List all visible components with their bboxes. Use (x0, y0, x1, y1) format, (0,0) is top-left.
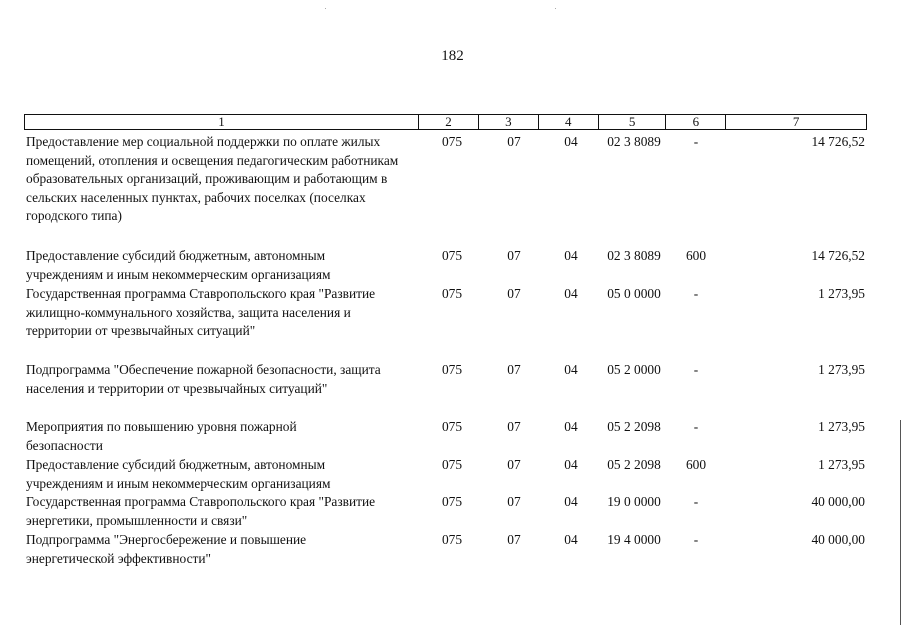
row-rz: 07 (507, 248, 521, 263)
row-gr: 075 (441, 457, 463, 472)
row-gr: 075 (441, 532, 463, 547)
row-name: Мероприятия по повышению уровня пожарной безопасности (26, 419, 297, 453)
row-name: Подпрограмма "Энергосбережение и повышение энергетической эффективности" (26, 532, 307, 566)
header-col-1: 1 (25, 115, 419, 129)
row-name: Предоставление мер социальной поддержки по оплате жилых помещений, отопления и освещения педагогическим работникам образовательных организаций, проживающим и работающим в сельских населенных пунктах, рабочих поселках (поселках городского типа) (26, 134, 399, 223)
row-cs: 05 2 0000 (607, 362, 661, 377)
row-gr: 075 (441, 248, 463, 263)
row-pr: 04 (564, 532, 578, 547)
row-sum: 14 726,52 (811, 248, 865, 263)
row-vr: - (693, 494, 699, 509)
row-sum: 1 273,95 (818, 286, 865, 301)
row-cs: 19 0 0000 (607, 494, 661, 509)
row-vr: - (693, 532, 699, 547)
row-pr: 04 (564, 457, 578, 472)
row-rz: 07 (507, 494, 521, 509)
row-cs: 19 4 0000 (607, 532, 661, 547)
row-name: Государственная программа Ставропольского края "Развитие жилищно-коммунального хозяйства, защита населения и территории от чрезвычайных ситуаций" (26, 286, 376, 338)
header-col-3: 3 (479, 115, 539, 129)
row-vr: - (693, 362, 699, 377)
row-name: Подпрограмма "Обеспечение пожарной безопасности, защита населения и территории от чрезвычайных ситуаций" (26, 362, 381, 396)
row-vr: - (693, 419, 699, 434)
row-cs: 05 2 2098 (607, 419, 661, 434)
header-col-4: 4 (539, 115, 599, 129)
table-header (24, 114, 867, 130)
header-col-7: 7 (792, 114, 800, 129)
row-gr: 075 (441, 362, 463, 377)
row-pr: 04 (564, 286, 578, 301)
page-number: 182 (441, 48, 464, 64)
header-col-5: 5 (599, 115, 667, 129)
row-name: Предоставление субсидий бюджетным, автономным учреждениям и иным некоммерческим организациям (26, 457, 331, 491)
row-rz: 07 (507, 286, 521, 301)
row-pr: 04 (564, 134, 578, 149)
scan-speck (555, 8, 556, 9)
row-vr: - (693, 134, 699, 149)
row-pr: 04 (564, 419, 578, 434)
header-col-2: 2 (419, 115, 479, 129)
row-rz: 07 (507, 134, 521, 149)
row-name: Государственная программа Ставропольского края "Развитие энергетики, промышленности и связи" (26, 494, 376, 528)
row-sum: 1 273,95 (818, 362, 865, 377)
row-gr: 075 (441, 419, 463, 434)
row-rz: 07 (507, 457, 521, 472)
row-name: Предоставление субсидий бюджетным, автономным учреждениям и иным некоммерческим организациям (26, 248, 331, 282)
row-rz: 07 (507, 532, 521, 547)
row-cs: 02 3 8089 (607, 248, 661, 263)
row-gr: 075 (441, 286, 463, 301)
row-vr: - (693, 286, 699, 301)
row-cs: 05 0 0000 (607, 286, 661, 301)
row-cs: 05 2 2098 (607, 457, 661, 472)
header-col-6: 6 (666, 115, 726, 129)
row-pr: 04 (564, 494, 578, 509)
row-sum: 1 273,95 (818, 457, 865, 472)
row-sum: 1 273,95 (818, 419, 865, 434)
row-gr: 075 (441, 494, 463, 509)
row-pr: 04 (564, 248, 578, 263)
row-rz: 07 (507, 419, 521, 434)
scan-speck (325, 8, 326, 9)
scan-edge-line (900, 420, 901, 625)
row-sum: 40 000,00 (811, 494, 865, 509)
row-vr: 600 (685, 457, 707, 472)
row-gr: 075 (441, 134, 463, 149)
row-vr: 600 (685, 248, 707, 263)
row-rz: 07 (507, 362, 521, 377)
row-sum: 40 000,00 (811, 532, 865, 547)
row-pr: 04 (564, 362, 578, 377)
row-cs: 02 3 8089 (607, 134, 661, 149)
row-sum: 14 726,52 (811, 134, 865, 149)
